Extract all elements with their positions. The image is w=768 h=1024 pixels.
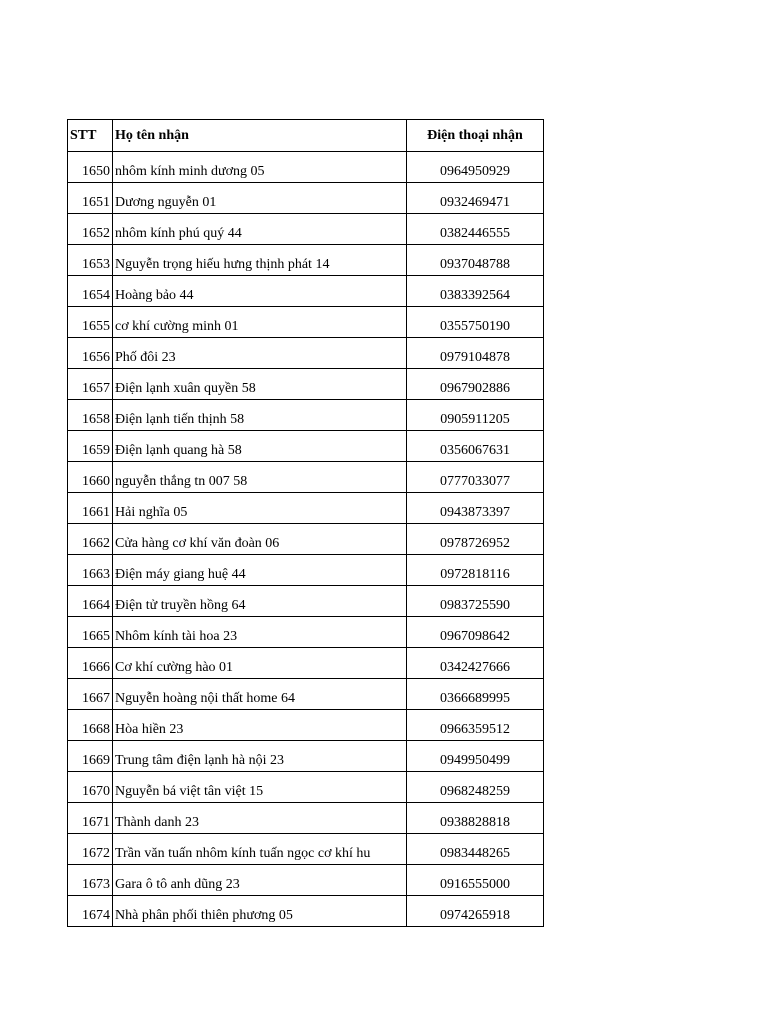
row-phone: 0964950929	[407, 152, 544, 183]
row-stt: 1667	[68, 679, 113, 710]
row-name: Điện lạnh tiến thịnh 58	[113, 400, 407, 431]
row-phone: 0905911205	[407, 400, 544, 431]
row-phone: 0966359512	[407, 710, 544, 741]
row-phone: 0983448265	[407, 834, 544, 865]
row-phone: 0937048788	[407, 245, 544, 276]
row-stt: 1674	[68, 896, 113, 927]
row-stt: 1665	[68, 617, 113, 648]
row-name: Trần văn tuấn nhôm kính tuấn ngọc cơ khí hu	[113, 834, 407, 865]
row-phone: 0949950499	[407, 741, 544, 772]
row-phone: 0967902886	[407, 369, 544, 400]
table-row	[68, 803, 544, 834]
row-name: Hoàng bảo 44	[113, 276, 407, 307]
row-stt: 1662	[68, 524, 113, 555]
row-stt: 1652	[68, 214, 113, 245]
recipient-table	[67, 119, 544, 927]
table-row	[68, 896, 544, 927]
row-name: Dương nguyễn 01	[113, 183, 407, 214]
table-row	[68, 431, 544, 462]
row-phone: 0967098642	[407, 617, 544, 648]
row-stt: 1671	[68, 803, 113, 834]
row-name: Phố đôi 23	[113, 338, 407, 369]
row-stt: 1664	[68, 586, 113, 617]
row-stt: 1656	[68, 338, 113, 369]
table-row	[68, 772, 544, 803]
table-row	[68, 648, 544, 679]
row-name: nhôm kính minh dương 05	[113, 152, 407, 183]
row-name: nhôm kính phú quý 44	[113, 214, 407, 245]
row-phone: 0968248259	[407, 772, 544, 803]
row-stt: 1657	[68, 369, 113, 400]
row-name: Nhà phân phối thiên phương 05	[113, 896, 407, 927]
row-phone: 0943873397	[407, 493, 544, 524]
row-name: Nguyễn trọng hiếu hưng thịnh phát 14	[113, 245, 407, 276]
table-row	[68, 245, 544, 276]
row-stt: 1663	[68, 555, 113, 586]
row-stt: 1658	[68, 400, 113, 431]
table-row	[68, 524, 544, 555]
row-name: Nguyễn hoàng nội thất home 64	[113, 679, 407, 710]
row-stt: 1673	[68, 865, 113, 896]
row-phone: 0383392564	[407, 276, 544, 307]
row-stt: 1661	[68, 493, 113, 524]
row-stt: 1666	[68, 648, 113, 679]
row-phone: 0938828818	[407, 803, 544, 834]
table-row	[68, 710, 544, 741]
row-name: Điện máy giang huệ 44	[113, 555, 407, 586]
row-phone: 0979104878	[407, 338, 544, 369]
row-phone: 0366689995	[407, 679, 544, 710]
table-row	[68, 307, 544, 338]
row-stt: 1670	[68, 772, 113, 803]
row-phone: 0355750190	[407, 307, 544, 338]
row-phone: 0777033077	[407, 462, 544, 493]
table-row	[68, 369, 544, 400]
table-row	[68, 214, 544, 245]
table-row	[68, 338, 544, 369]
row-phone: 0382446555	[407, 214, 544, 245]
row-stt: 1651	[68, 183, 113, 214]
table-row	[68, 741, 544, 772]
row-phone: 0932469471	[407, 183, 544, 214]
row-stt: 1653	[68, 245, 113, 276]
table-row	[68, 865, 544, 896]
table-row	[68, 183, 544, 214]
row-name: nguyễn thắng tn 007 58	[113, 462, 407, 493]
row-name: Điện tử truyền hồng 64	[113, 586, 407, 617]
row-phone: 0356067631	[407, 431, 544, 462]
row-phone: 0974265918	[407, 896, 544, 927]
row-name: Hải nghĩa 05	[113, 493, 407, 524]
table-row	[68, 400, 544, 431]
recipient-table-sheet	[67, 119, 543, 927]
header-name: Họ tên nhận	[113, 120, 407, 152]
row-name: Hòa hiền 23	[113, 710, 407, 741]
table-row	[68, 276, 544, 307]
row-phone: 0978726952	[407, 524, 544, 555]
row-phone: 0342427666	[407, 648, 544, 679]
table-row	[68, 152, 544, 183]
row-name: Nguyễn bá việt tân việt 15	[113, 772, 407, 803]
row-stt: 1660	[68, 462, 113, 493]
row-name: Thành danh 23	[113, 803, 407, 834]
row-stt: 1655	[68, 307, 113, 338]
row-name: Gara ô tô anh dũng 23	[113, 865, 407, 896]
header-phone: Điện thoại nhận	[407, 120, 544, 152]
row-name: Điện lạnh quang hà 58	[113, 431, 407, 462]
row-stt: 1659	[68, 431, 113, 462]
row-name: Cơ khí cường hào 01	[113, 648, 407, 679]
table-row	[68, 834, 544, 865]
table-row	[68, 555, 544, 586]
row-name: Cửa hàng cơ khí văn đoàn 06	[113, 524, 407, 555]
row-stt: 1668	[68, 710, 113, 741]
row-phone: 0983725590	[407, 586, 544, 617]
header-stt: STT	[68, 120, 113, 152]
table-row	[68, 617, 544, 648]
table-row	[68, 493, 544, 524]
row-stt: 1669	[68, 741, 113, 772]
table-row	[68, 679, 544, 710]
table-header	[68, 120, 544, 152]
row-stt: 1672	[68, 834, 113, 865]
row-phone: 0916555000	[407, 865, 544, 896]
row-phone: 0972818116	[407, 555, 544, 586]
row-stt: 1654	[68, 276, 113, 307]
row-name: Trung tâm điện lạnh hà nội 23	[113, 741, 407, 772]
table-row	[68, 586, 544, 617]
row-name: Điện lạnh xuân quyền 58	[113, 369, 407, 400]
row-name: cơ khí cường minh 01	[113, 307, 407, 338]
row-name: Nhôm kính tài hoa 23	[113, 617, 407, 648]
table-body	[68, 152, 544, 927]
row-stt: 1650	[68, 152, 113, 183]
header-row	[68, 120, 544, 152]
table-row	[68, 462, 544, 493]
